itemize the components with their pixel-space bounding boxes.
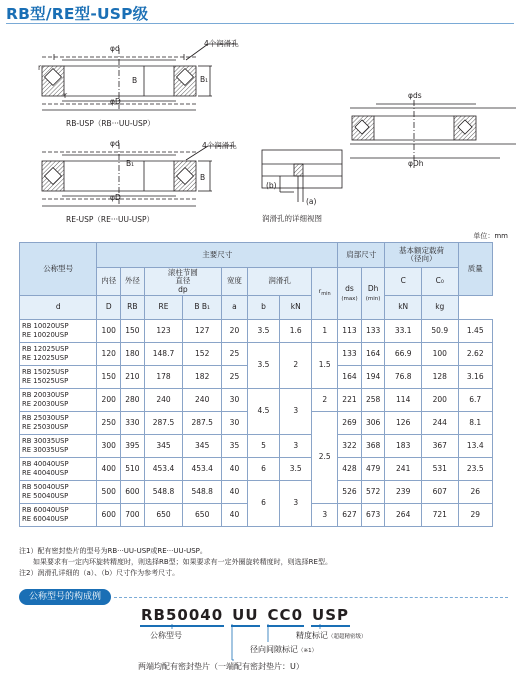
cell-dh: 194: [361, 366, 385, 389]
cell-ds: 269: [338, 412, 362, 435]
cell-c: 114: [385, 389, 422, 412]
cell-D: 395: [121, 435, 145, 458]
th-ds: ds (max): [338, 268, 362, 320]
th-dh: Dh (min): [361, 268, 385, 320]
th-load: 基本额定载荷 （径向）: [385, 243, 458, 268]
cell-b: 3: [280, 481, 312, 527]
cell-model: RB 20030USP RE 20030USP: [20, 389, 97, 412]
cell-model: RB 30035USP RE 30035USP: [20, 435, 97, 458]
cell-b: 2: [280, 343, 312, 389]
th-sub-bb1: B B₁: [183, 296, 222, 320]
cell-c0: 607: [421, 481, 458, 504]
cell-b: 3: [280, 435, 312, 458]
cell-dh: 306: [361, 412, 385, 435]
re-caption: RE-USP（RE···UU-USP）: [66, 215, 154, 224]
detail-a-label: (a): [306, 197, 317, 206]
th-sub-D: D: [97, 296, 121, 320]
table-row: [20, 481, 493, 504]
cell-a: 3.5: [247, 343, 279, 389]
notes: [19, 546, 332, 579]
table-row: [20, 458, 493, 481]
cell-mass: 2.62: [458, 343, 492, 366]
cell-c: 239: [385, 481, 422, 504]
cell-mass: 3.16: [458, 366, 492, 389]
th-shoulder: 肩部尺寸: [338, 243, 385, 268]
th-sub-a: a: [222, 296, 248, 320]
th-roller: 滚柱节圆 直径 dp: [144, 268, 221, 296]
cell-mass: 13.4: [458, 435, 492, 458]
cell-dh: 368: [361, 435, 385, 458]
th-outer: 外径: [121, 268, 145, 296]
th-sub-kg: kg: [421, 296, 458, 320]
cell-D: 600: [121, 481, 145, 504]
re-phi-d-label: φd: [110, 139, 120, 148]
cell-re: 152: [183, 343, 222, 366]
th-mass: 质量: [458, 243, 492, 296]
code-clearance: CC0: [267, 606, 304, 627]
bearing-drawings: [0, 0, 520, 232]
th-sub-b: b: [247, 296, 279, 320]
note-1: 注1）配有密封垫片的型号为RB···UU-USP或RE···UU-USP。: [19, 547, 207, 555]
cell-width: 40: [222, 504, 248, 527]
table-row: [20, 435, 493, 458]
cell-re: 127: [183, 320, 222, 343]
cell-D: 330: [121, 412, 145, 435]
th-sub-kn1: kN: [280, 296, 312, 320]
cell-c: 126: [385, 412, 422, 435]
code-precision: USP: [311, 606, 350, 627]
cell-ds: 322: [338, 435, 362, 458]
code-precision-label: 精度标记（超超精密级）: [296, 631, 367, 640]
cell-d: 150: [97, 366, 121, 389]
cell-re: 287.5: [183, 412, 222, 435]
cell-d: 600: [97, 504, 121, 527]
cell-ds: 627: [338, 504, 362, 527]
cell-width: 30: [222, 412, 248, 435]
cell-model: RB 10020USP RE 10020USP: [20, 320, 97, 343]
cell-D: 210: [121, 366, 145, 389]
config-heading: 公称型号的构成例: [19, 589, 111, 605]
code-model: RB50040: [140, 606, 224, 627]
cell-d: 250: [97, 412, 121, 435]
cell-d: 100: [97, 320, 121, 343]
cell-width: 25: [222, 366, 248, 389]
cell-width: 35: [222, 435, 248, 458]
cell-width: 30: [222, 389, 248, 412]
cell-c: 33.1: [385, 320, 422, 343]
cell-d: 300: [97, 435, 121, 458]
cell-ds: 164: [338, 366, 362, 389]
cell-d: 120: [97, 343, 121, 366]
page-title: RB型/RE型-USP级: [6, 5, 149, 23]
cell-D: 700: [121, 504, 145, 527]
cell-dh: 133: [361, 320, 385, 343]
cell-ds: 221: [338, 389, 362, 412]
model-code: [140, 606, 357, 627]
th-sub-rb: RB: [121, 296, 145, 320]
cell-d: 400: [97, 458, 121, 481]
cell-c0: 128: [421, 366, 458, 389]
code-model-label: 公称型号: [150, 631, 182, 640]
cell-r: 3: [312, 504, 338, 527]
re-lube-label: 4个润滑孔: [202, 141, 237, 150]
cell-mass: 26: [458, 481, 492, 504]
re-B1-label: B₁: [126, 159, 135, 168]
cell-c0: 721: [421, 504, 458, 527]
cell-re: 548.8: [183, 481, 222, 504]
rb-r2-label: r: [64, 91, 68, 100]
cell-dh: 479: [361, 458, 385, 481]
cell-r: 1.5: [312, 343, 338, 389]
cell-c: 66.9: [385, 343, 422, 366]
cell-D: 280: [121, 389, 145, 412]
cell-d: 200: [97, 389, 121, 412]
cell-b: 3: [280, 389, 312, 435]
cell-ds: 428: [338, 458, 362, 481]
cell-ds: 113: [338, 320, 362, 343]
cell-width: 20: [222, 320, 248, 343]
cell-c: 241: [385, 458, 422, 481]
cell-rb: 453.4: [144, 458, 183, 481]
cell-model: RB 15025USP RE 15025USP: [20, 366, 97, 389]
rb-r1-label: r: [38, 63, 42, 72]
cell-rb: 287.5: [144, 412, 183, 435]
cell-re: 345: [183, 435, 222, 458]
cell-rb: 650: [144, 504, 183, 527]
th-width: 宽度: [222, 268, 248, 296]
cell-re: 182: [183, 366, 222, 389]
th-main: 主要尺寸: [97, 243, 338, 268]
th-sub-re: RE: [144, 296, 183, 320]
cell-c: 76.8: [385, 366, 422, 389]
rb-B-label: B: [132, 76, 138, 85]
cell-re: 240: [183, 389, 222, 412]
rb-phi-d-label: φd: [110, 44, 120, 53]
cell-dh: 164: [361, 343, 385, 366]
detail-caption: 润滑孔的详细视图: [262, 214, 322, 223]
cell-rb: 148.7: [144, 343, 183, 366]
config-rule: [114, 597, 508, 598]
cell-rb: 240: [144, 389, 183, 412]
cell-rb: 123: [144, 320, 183, 343]
table-row: [20, 343, 493, 366]
cell-model: RB 60040USP RE 60040USP: [20, 504, 97, 527]
th-sub-kn2: kN: [385, 296, 422, 320]
code-seal: UU: [231, 606, 259, 627]
th-r: $r_{min}$: [312, 268, 338, 320]
th-lube: 润滑孔: [247, 268, 312, 296]
table-row: [20, 389, 493, 412]
cell-re: 650: [183, 504, 222, 527]
cell-c0: 244: [421, 412, 458, 435]
detail-b-label: (b): [266, 181, 277, 190]
cell-mass: 1.45: [458, 320, 492, 343]
cell-b: 1.6: [280, 320, 312, 343]
cell-model: RB 12025USP RE 12025USP: [20, 343, 97, 366]
cell-b: 3.5: [280, 458, 312, 481]
cell-ds: 526: [338, 481, 362, 504]
th-c0: C₀: [421, 268, 458, 296]
cell-c0: 50.9: [421, 320, 458, 343]
cell-r: 2: [312, 389, 338, 412]
cell-a: 6: [247, 458, 279, 481]
cell-mass: 6.7: [458, 389, 492, 412]
cell-mass: 29: [458, 504, 492, 527]
cell-model: RB 50040USP RE 50040USP: [20, 481, 97, 504]
note-2: 注2）润滑孔详细的（a）、（b）尺寸作为参考尺寸。: [19, 569, 180, 577]
cell-model: RB 25030USP RE 25030USP: [20, 412, 97, 435]
rb-caption: RB-USP（RB···UU-USP）: [66, 119, 155, 128]
cell-d: 500: [97, 481, 121, 504]
re-phi-D-label: φD: [110, 193, 121, 202]
cell-a: 3.5: [247, 320, 279, 343]
re-B-label: B: [200, 173, 206, 182]
cell-D: 150: [121, 320, 145, 343]
code-seal-label: 两端均配有密封垫片（一端配有密封垫片：U）: [138, 662, 304, 671]
th-sub-d: d: [20, 296, 97, 320]
cell-c: 183: [385, 435, 422, 458]
cell-mass: 8.1: [458, 412, 492, 435]
cell-a: 5: [247, 435, 279, 458]
cell-D: 180: [121, 343, 145, 366]
rb-B1-label: B₁: [200, 75, 209, 84]
install-dh-label: φDh: [408, 159, 424, 168]
cell-model: RB 40040USP RE 40040USP: [20, 458, 97, 481]
cell-dh: 673: [361, 504, 385, 527]
cell-width: 25: [222, 343, 248, 366]
cell-c0: 100: [421, 343, 458, 366]
table-row: [20, 320, 493, 343]
cell-rb: 178: [144, 366, 183, 389]
th-inner: 内径: [97, 268, 121, 296]
cell-ds: 133: [338, 343, 362, 366]
cell-r: 2.5: [312, 412, 338, 504]
cell-re: 453.4: [183, 458, 222, 481]
cell-width: 40: [222, 458, 248, 481]
cell-c: 264: [385, 504, 422, 527]
rb-lube-label: 4个润滑孔: [204, 39, 239, 48]
cell-c0: 531: [421, 458, 458, 481]
cell-dh: 572: [361, 481, 385, 504]
cell-width: 40: [222, 481, 248, 504]
cell-mass: 23.5: [458, 458, 492, 481]
th-c: C: [385, 268, 422, 296]
cell-rb: 548.8: [144, 481, 183, 504]
cell-D: 510: [121, 458, 145, 481]
th-model: 公称型号: [20, 243, 97, 296]
cell-c0: 200: [421, 389, 458, 412]
unit-label: 单位：mm: [473, 232, 508, 240]
spec-table: [19, 242, 493, 527]
cell-dh: 258: [361, 389, 385, 412]
cell-rb: 345: [144, 435, 183, 458]
cell-a: 6: [247, 481, 279, 527]
install-ds-label: φds: [408, 91, 422, 100]
cell-c0: 367: [421, 435, 458, 458]
cell-a: 4.5: [247, 389, 279, 435]
cell-r: 1: [312, 320, 338, 343]
code-clearance-label: 径向间隙标记（※1）: [250, 645, 318, 654]
rb-phi-D-label: φD: [110, 97, 121, 106]
note-1-cont: 如果要求有一定内环旋转精度时，则选择RB型；如果要求有一定外圈旋转精度时，则选择RE型。: [19, 558, 332, 566]
